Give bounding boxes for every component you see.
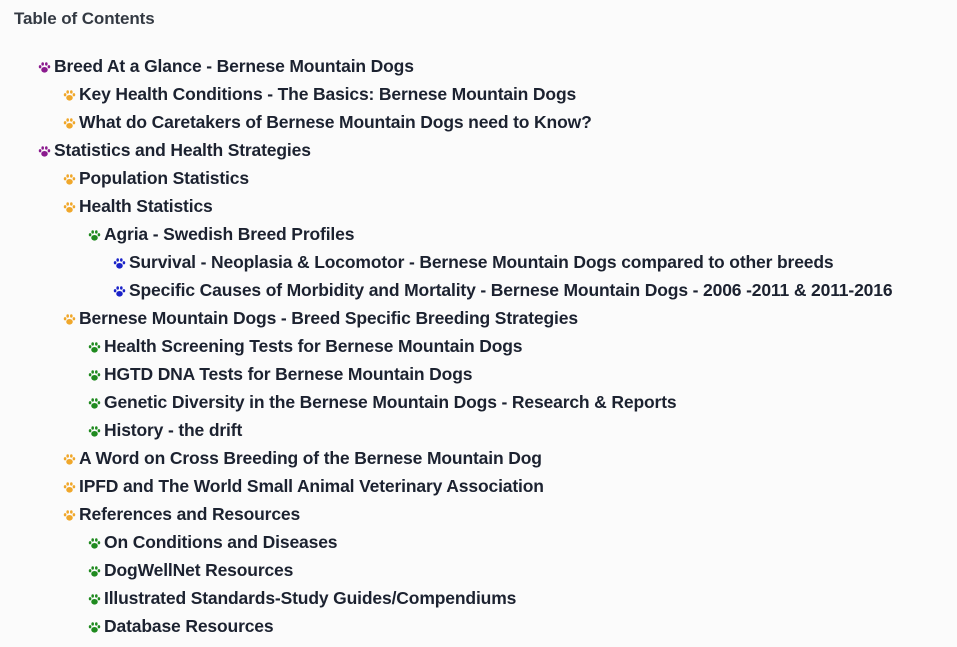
toc-link-0[interactable] bbox=[38, 52, 414, 80]
toc-link-label: IPFD and The World Small Animal Veterinary Association bbox=[79, 476, 544, 496]
toc-link-9[interactable] bbox=[63, 304, 578, 332]
paw-icon bbox=[63, 89, 76, 102]
paw-icon bbox=[63, 201, 76, 214]
paw-icon bbox=[113, 257, 126, 270]
toc-link-label: On Conditions and Diseases bbox=[104, 532, 338, 552]
toc-link-label: Specific Causes of Morbidity and Mortality - Bernese Mountain Dogs - 2006 -2011 & 2011-2016 bbox=[129, 280, 893, 300]
toc-link-2[interactable] bbox=[63, 108, 592, 136]
toc-link-20[interactable] bbox=[88, 612, 273, 640]
paw-icon bbox=[88, 621, 101, 634]
paw-icon bbox=[38, 145, 51, 158]
paw-icon bbox=[113, 285, 126, 298]
paw-icon bbox=[38, 61, 51, 74]
paw-icon bbox=[88, 425, 101, 438]
toc-link-label: Key Health Conditions - The Basics: Bernese Mountain Dogs bbox=[79, 84, 577, 104]
toc-link-5[interactable] bbox=[63, 192, 213, 220]
toc-link-label: Survival - Neoplasia & Locomotor - Bernese Mountain Dogs compared to other breeds bbox=[129, 252, 834, 272]
toc-link-label: HGTD DNA Tests for Bernese Mountain Dogs bbox=[104, 364, 473, 384]
paw-icon bbox=[63, 117, 76, 130]
toc-link-label: Bernese Mountain Dogs - Breed Specific Breeding Strategies bbox=[79, 308, 578, 328]
toc-link-label: Agria - Swedish Breed Profiles bbox=[104, 224, 355, 244]
paw-icon bbox=[88, 565, 101, 578]
paw-icon bbox=[63, 481, 76, 494]
toc-link-label: Population Statistics bbox=[79, 168, 249, 188]
toc-link-12[interactable] bbox=[88, 388, 676, 416]
toc-link-1[interactable] bbox=[63, 80, 576, 108]
toc-link-label: Health Statistics bbox=[79, 196, 213, 216]
paw-icon bbox=[88, 369, 101, 382]
paw-icon bbox=[63, 313, 76, 326]
toc-link-label: Database Resources bbox=[104, 616, 274, 636]
toc-link-18[interactable] bbox=[88, 556, 293, 584]
paw-icon bbox=[88, 397, 101, 410]
toc-link-label: Genetic Diversity in the Bernese Mountain Dogs - Research & Reports bbox=[104, 392, 677, 412]
toc-link-4[interactable] bbox=[63, 164, 249, 192]
toc-link-label: DogWellNet Resources bbox=[104, 560, 294, 580]
paw-icon bbox=[88, 593, 101, 606]
toc-link-13[interactable] bbox=[88, 416, 242, 444]
toc-link-label: References and Resources bbox=[79, 504, 301, 524]
toc-link-8[interactable] bbox=[113, 276, 892, 304]
toc-link-3[interactable] bbox=[38, 136, 311, 164]
toc-link-label: Statistics and Health Strategies bbox=[54, 140, 311, 160]
paw-icon bbox=[88, 229, 101, 242]
toc-link-16[interactable] bbox=[63, 500, 300, 528]
paw-icon bbox=[63, 173, 76, 186]
toc-link-14[interactable] bbox=[63, 444, 542, 472]
toc-link-label: Breed At a Glance - Bernese Mountain Dogs bbox=[54, 56, 414, 76]
paw-icon bbox=[63, 509, 76, 522]
toc-link-15[interactable] bbox=[63, 472, 544, 500]
toc-title: Table of Contents bbox=[14, 9, 155, 28]
toc-link-label: A Word on Cross Breeding of the Bernese Mountain Dog bbox=[79, 448, 542, 468]
toc-link-19[interactable] bbox=[88, 584, 516, 612]
toc-link-label: Illustrated Standards-Study Guides/Compendiums bbox=[104, 588, 517, 608]
paw-icon bbox=[88, 341, 101, 354]
toc-link-11[interactable] bbox=[88, 360, 472, 388]
toc-link-7[interactable] bbox=[113, 248, 834, 276]
toc-link-label: Health Screening Tests for Bernese Mountain Dogs bbox=[104, 336, 523, 356]
paw-icon bbox=[63, 453, 76, 466]
toc-link-label: What do Caretakers of Bernese Mountain Dogs need to Know? bbox=[79, 112, 592, 132]
toc-link-10[interactable] bbox=[88, 332, 522, 360]
paw-icon bbox=[88, 537, 101, 550]
toc-link-6[interactable] bbox=[88, 220, 354, 248]
toc-link-17[interactable] bbox=[88, 528, 337, 556]
toc-link-label: History - the drift bbox=[104, 420, 243, 440]
